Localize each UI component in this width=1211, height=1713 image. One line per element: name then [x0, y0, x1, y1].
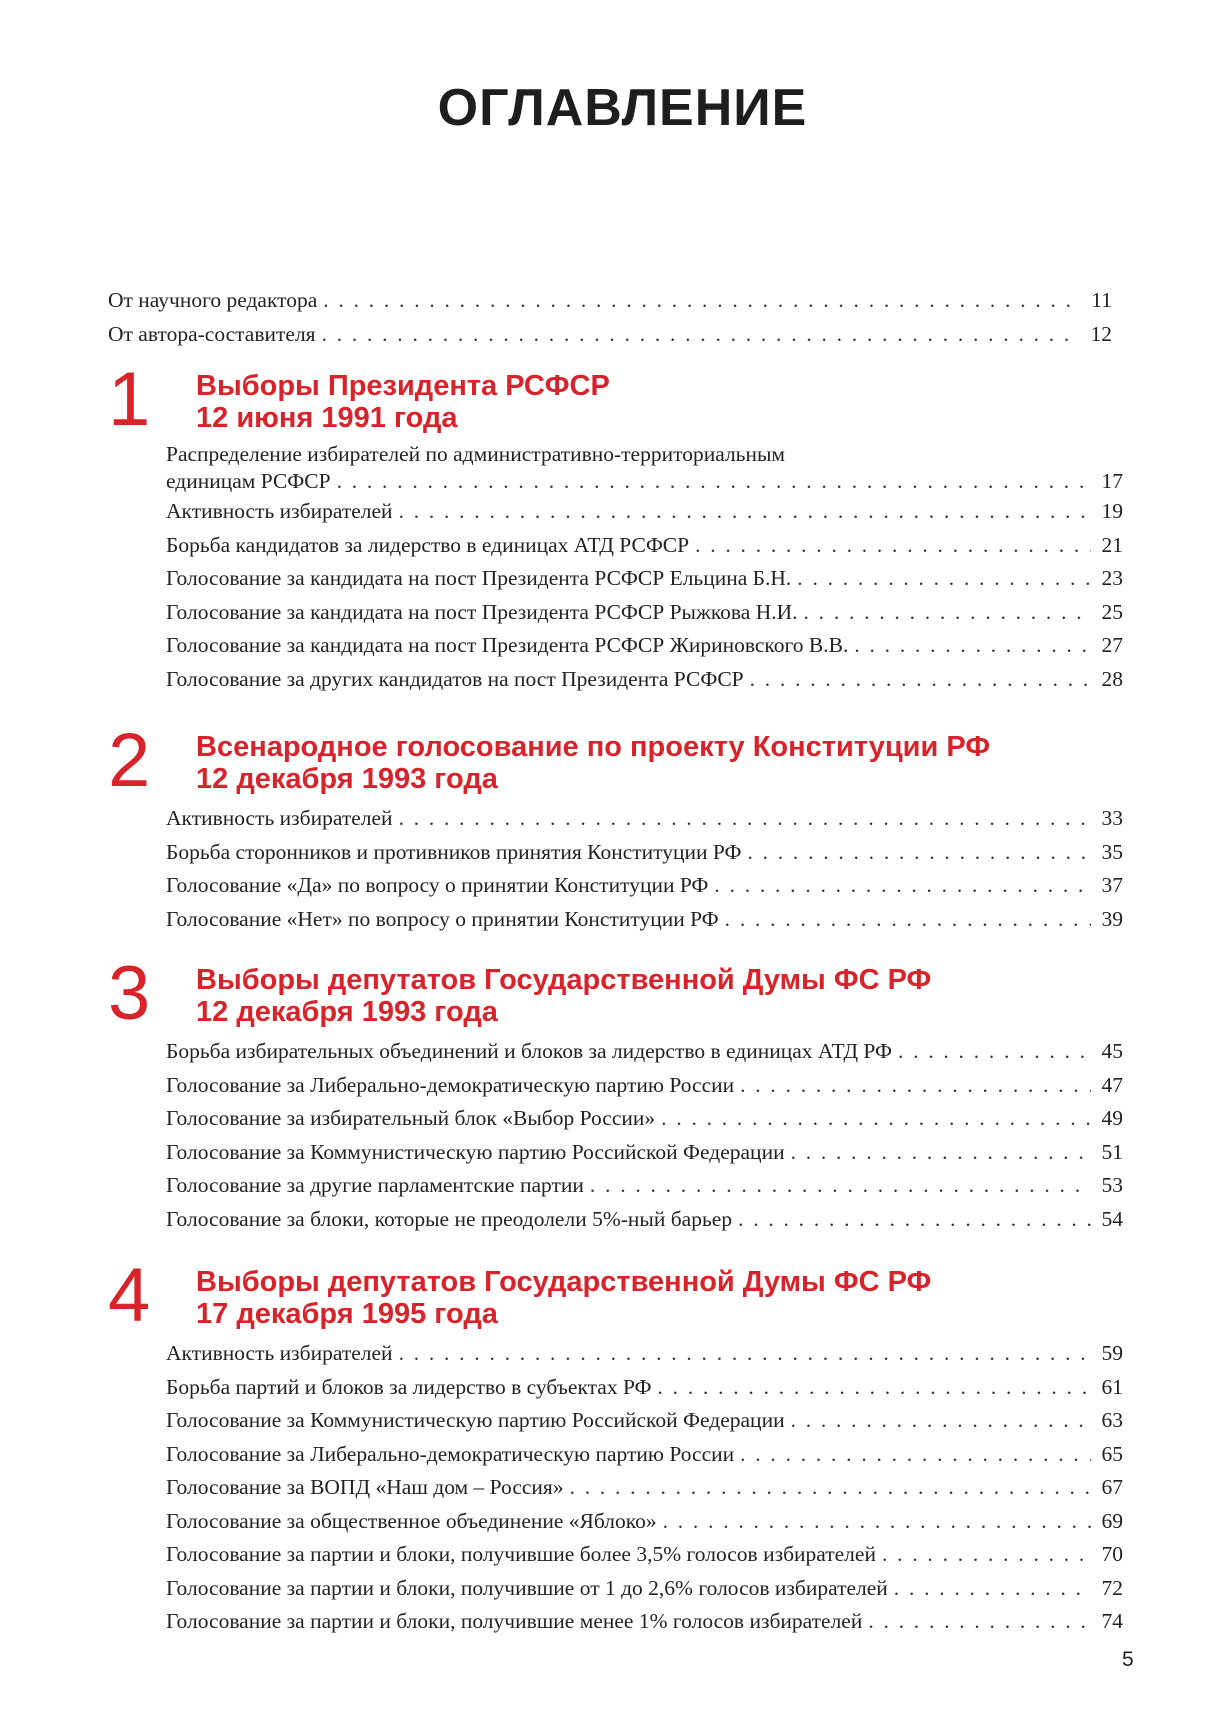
- toc-entry-title: Голосование за партии и блоки, получившие менее 1% голосов избирателей: [166, 1609, 863, 1633]
- toc-entry-title: Голосование «Нет» по вопросу о принятии Конституции РФ: [166, 906, 719, 931]
- toc-entry-page: 28: [1101, 666, 1123, 691]
- chapter-number: 1: [108, 357, 151, 442]
- toc-entry-page: 11: [1091, 288, 1112, 312]
- toc-entry[interactable]: [166, 1471, 1123, 1505]
- toc-entry-page: 63: [1101, 1408, 1123, 1432]
- chapter-date: 12 декабря 1993 года: [196, 996, 498, 1028]
- toc-entry-page: 21: [1101, 532, 1123, 557]
- toc-entry[interactable]: [166, 1538, 1123, 1572]
- chapter-items: [166, 1035, 1123, 1236]
- chapter-2: [108, 718, 1123, 936]
- toc-entry-page: 72: [1101, 1575, 1123, 1600]
- chapter-3: [108, 951, 1123, 1236]
- toc-entry-page: 53: [1101, 1173, 1123, 1197]
- dot-leader: [738, 1203, 1091, 1237]
- toc-entry-title: Голосование за блоки, которые не преодолели 5%-ный барьер: [166, 1206, 733, 1231]
- toc-entry[interactable]: [166, 1102, 1123, 1136]
- toc-entry-title: Голосование за избирательный блок «Выбор России»: [166, 1106, 656, 1130]
- toc-entry-page: 70: [1101, 1542, 1123, 1566]
- toc-entry[interactable]: [166, 629, 1123, 663]
- toc-entry-page: 61: [1101, 1374, 1123, 1399]
- toc-entry[interactable]: [166, 802, 1123, 836]
- toc-entry[interactable]: [166, 1605, 1123, 1639]
- toc-entry-page: 65: [1101, 1441, 1123, 1466]
- toc-entry-title: Голосование за общественное объединение «Яблоко»: [166, 1508, 657, 1533]
- dot-leader: [791, 1404, 1091, 1438]
- toc-entry-title: Активность избирателей: [166, 806, 393, 830]
- toc-entry-title: Голосование за ВОПД «Наш дом – Россия»: [166, 1475, 564, 1499]
- toc-entry[interactable]: [166, 903, 1123, 937]
- toc-entry-title: Голосование за другие парламентские партии: [166, 1173, 584, 1197]
- dot-leader: [663, 1505, 1091, 1539]
- chapter-heading[interactable]: [196, 1266, 1123, 1330]
- dot-leader: [695, 529, 1091, 563]
- chapter-heading[interactable]: [196, 731, 1123, 795]
- dot-leader: [894, 1572, 1091, 1606]
- toc-entry-title: От автора-составителя: [108, 321, 316, 346]
- toc-entry[interactable]: [166, 1069, 1123, 1103]
- chapter-4: [108, 1253, 1123, 1639]
- toc-entry[interactable]: [166, 1572, 1123, 1606]
- intro-section: [108, 284, 1112, 351]
- toc-entry-title: Голосование за Либерально-демократическую партию России: [166, 1072, 735, 1097]
- toc-entry[interactable]: [166, 495, 1123, 529]
- toc-entry-title-continued: единицам РСФСР: [166, 469, 331, 493]
- toc-entry[interactable]: [108, 284, 1112, 318]
- page-title: ОГЛАВЛЕНИЕ: [437, 79, 808, 137]
- dot-leader: [740, 1438, 1091, 1472]
- chapter-title: Выборы депутатов Государственной Думы ФС РФ: [196, 964, 932, 996]
- toc-entry-page: 51: [1101, 1139, 1123, 1164]
- toc-entry-page: 27: [1101, 633, 1123, 657]
- toc-entry-page: 59: [1101, 1341, 1123, 1365]
- toc-entry-page: 49: [1101, 1106, 1123, 1130]
- toc-entry-page: 25: [1101, 599, 1123, 624]
- toc-entry[interactable]: [166, 869, 1123, 903]
- dot-leader: [661, 1102, 1091, 1136]
- dot-leader: [570, 1471, 1091, 1505]
- toc-entry-title: Активность избирателей: [166, 499, 393, 523]
- toc-entry-page: 37: [1101, 873, 1123, 897]
- toc-entry-title: Голосование за кандидата на пост Президента РСФСР Жириновского В.В.: [166, 633, 849, 657]
- dot-leader: [725, 903, 1091, 937]
- dot-leader: [337, 467, 1091, 495]
- chapter-items: [166, 802, 1123, 936]
- dot-leader: [747, 836, 1091, 870]
- dot-leader: [882, 1538, 1091, 1572]
- chapter-title: Выборы депутатов Государственной Думы ФС РФ: [196, 1266, 932, 1298]
- toc-entry-page: 74: [1101, 1609, 1123, 1633]
- toc-entry-title: Голосование за других кандидатов на пост Президента РСФСР: [166, 666, 744, 691]
- toc-entry-title: Борьба сторонников и противников принятия Конституции РФ: [166, 839, 742, 864]
- dot-leader: [399, 495, 1091, 529]
- toc-entry-page: 12: [1090, 321, 1112, 346]
- toc-entry-page: 19: [1101, 499, 1123, 523]
- toc-entry-title: Распределение избирателей по административно-территориальным: [166, 442, 786, 466]
- toc-entry-page: 47: [1101, 1072, 1123, 1097]
- toc-entry[interactable]: [108, 318, 1112, 352]
- toc-entry-page: 67: [1101, 1475, 1123, 1499]
- toc-entry-title: Голосование за Либерально-демократическую партию России: [166, 1441, 735, 1466]
- toc-entry-title: Голосование за Коммунистическую партию Российской Федерации: [166, 1139, 785, 1164]
- chapter-number: 3: [108, 951, 151, 1036]
- toc-entry-title: Борьба партий и блоков за лидерство в субъектах РФ: [166, 1374, 652, 1399]
- toc-entry-page: 35: [1101, 839, 1123, 864]
- toc-entry-title: Голосование за партии и блоки, получившие более 3,5% голосов избирателей: [166, 1542, 876, 1566]
- chapter-number: 4: [108, 1253, 151, 1338]
- toc-entry[interactable]: [166, 1404, 1123, 1438]
- dot-leader: [868, 1605, 1091, 1639]
- dot-leader: [740, 1069, 1091, 1103]
- page-number: 5: [1122, 1648, 1134, 1671]
- dot-leader: [854, 629, 1091, 663]
- toc-entry-page: 45: [1101, 1039, 1123, 1063]
- toc-entry[interactable]: [166, 1337, 1123, 1371]
- toc-entry-title: Голосование «Да» по вопросу о принятии Конституции РФ: [166, 873, 709, 897]
- toc-entry-title: От научного редактора: [108, 288, 318, 312]
- toc-entry-title: Голосование за кандидата на пост Президента РСФСР Ельцина Б.Н.: [166, 566, 792, 590]
- dot-leader: [797, 562, 1091, 596]
- toc-entry[interactable]: [166, 596, 1123, 630]
- chapter-items: [166, 1337, 1123, 1639]
- dot-leader: [322, 318, 1080, 352]
- toc-entry[interactable]: [166, 1203, 1123, 1237]
- toc-entry-title: Голосование за Коммунистическую партию Российской Федерации: [166, 1408, 785, 1432]
- chapter-items: [166, 441, 1123, 696]
- toc-entry[interactable]: [166, 1438, 1123, 1472]
- dot-leader: [750, 663, 1091, 697]
- dot-leader: [714, 869, 1091, 903]
- dot-leader: [804, 596, 1091, 630]
- toc-entry[interactable]: [166, 1371, 1123, 1405]
- chapter-title: Выборы Президента РСФСР: [196, 370, 610, 402]
- toc-entry-title: Борьба кандидатов за лидерство в единицах АТД РСФСР: [166, 532, 690, 557]
- toc-entry-page: 33: [1101, 806, 1123, 830]
- toc-entry[interactable]: [166, 663, 1123, 697]
- dot-leader: [323, 284, 1080, 318]
- toc-entry-page: 23: [1101, 566, 1123, 590]
- toc-entry[interactable]: [166, 1505, 1123, 1539]
- toc-entry-page: 39: [1101, 906, 1123, 931]
- toc-entry[interactable]: [166, 836, 1123, 870]
- chapter-number: 2: [108, 718, 151, 803]
- toc-entry[interactable]: [166, 1169, 1123, 1203]
- toc-entry[interactable]: [166, 562, 1123, 596]
- chapter-title: Всенародное голосование по проекту Конституции РФ: [196, 731, 991, 763]
- toc-entry-page: 17: [1101, 469, 1123, 493]
- dot-leader: [898, 1035, 1091, 1069]
- toc-entry[interactable]: [166, 1035, 1123, 1069]
- chapter-heading[interactable]: [196, 964, 1123, 1028]
- dot-leader: [399, 1337, 1091, 1371]
- dot-leader: [590, 1169, 1091, 1203]
- toc-entry-title: Борьба избирательных объединений и блоков за лидерство в единицах АТД РФ: [166, 1039, 892, 1063]
- dot-leader: [399, 802, 1091, 836]
- chapter-date: 12 декабря 1993 года: [196, 763, 498, 795]
- chapter-heading[interactable]: [196, 370, 1123, 434]
- toc-entry[interactable]: [166, 441, 1123, 495]
- toc-entry-title: Голосование за кандидата на пост Президента РСФСР Рыжкова Н.И.: [166, 599, 798, 624]
- toc-entry[interactable]: [166, 529, 1123, 563]
- dot-leader: [658, 1371, 1091, 1405]
- toc-entry-page: 54: [1101, 1206, 1123, 1231]
- toc-entry-title: Голосование за партии и блоки, получившие от 1 до 2,6% голосов избирателей: [166, 1575, 888, 1600]
- toc-entry[interactable]: [166, 1136, 1123, 1170]
- chapter-1: [108, 357, 1123, 696]
- chapter-date: 12 июня 1991 года: [196, 402, 458, 434]
- toc-entry-title: Активность избирателей: [166, 1341, 393, 1365]
- chapter-date: 17 декабря 1995 года: [196, 1298, 498, 1330]
- dot-leader: [791, 1136, 1091, 1170]
- toc-entry-page: 69: [1101, 1508, 1123, 1533]
